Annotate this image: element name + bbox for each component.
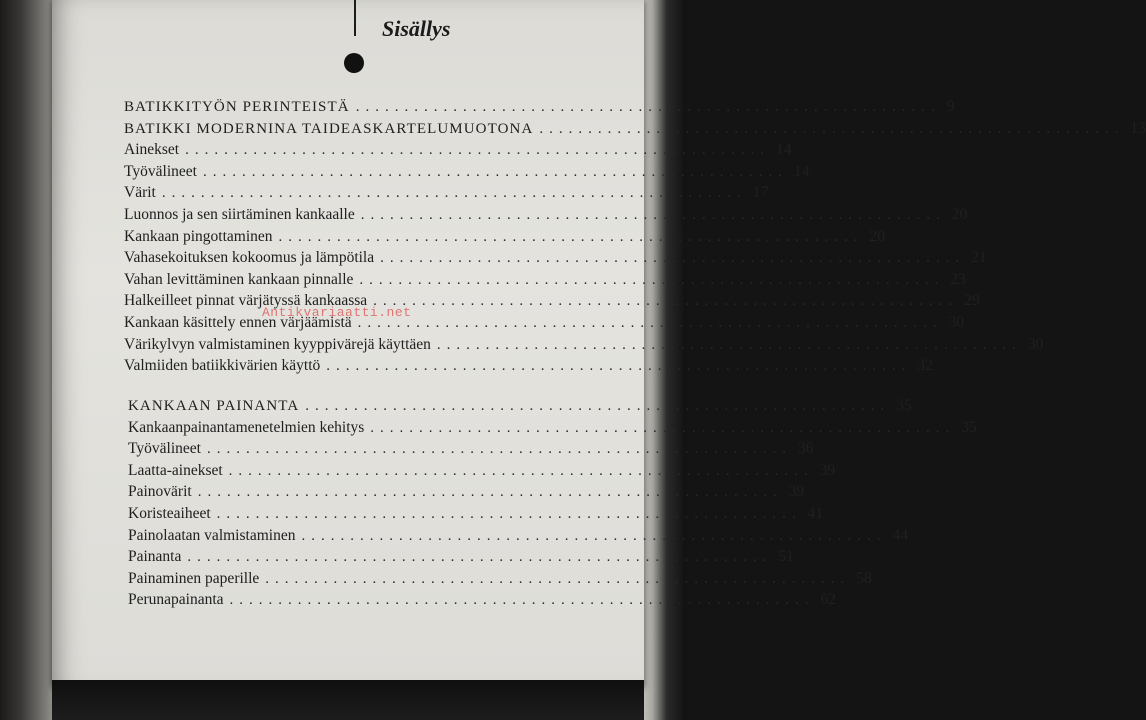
toc-entry-page-number: 32 <box>917 357 933 375</box>
toc-entry <box>128 461 836 484</box>
toc-entry-page-number: 39 <box>788 483 805 501</box>
dot-leader: ............................................................ <box>197 484 783 501</box>
toc-entry-label: Kankaan pingottaminen <box>124 227 273 245</box>
toc-entry-label: Värit <box>124 184 156 202</box>
toc-entry-page-number: 36 <box>797 440 814 458</box>
dot-leader: ............................................................ <box>185 142 771 159</box>
toc-entry-label: KANKAAN PAINANTA <box>128 398 300 414</box>
toc-entry-page-number: 14 <box>776 141 792 159</box>
toc-entry <box>124 119 1146 142</box>
toc-entry-label: Koristeaiheet <box>128 505 211 522</box>
toc-entry-label: Painovärit <box>128 483 192 501</box>
toc-entry-label: Työvälineet <box>128 440 201 458</box>
toc-entry <box>124 335 1044 358</box>
dot-leader: ............................................................ <box>370 419 956 436</box>
dot-leader: ............................................................ <box>202 163 788 180</box>
toc-entry-label: Vahan levittäminen kankaan pinnalle <box>124 270 354 288</box>
toc-entry-page-number: 13 <box>1130 119 1146 137</box>
toc-entry-page-number: 35 <box>961 418 977 436</box>
toc-entry <box>128 397 912 419</box>
bullet-dot <box>344 53 364 73</box>
dot-leader: ............................................................ <box>161 185 747 202</box>
watermark-text: Antikvariaatti.net <box>262 305 412 320</box>
toc-entry <box>124 249 987 271</box>
toc-entry-label: BATIKKITYÖN PERINTEISTÄ <box>124 99 350 115</box>
header-rule <box>354 0 356 36</box>
toc-entry <box>128 483 805 505</box>
toc-entry-page-number: 30 <box>948 314 965 331</box>
dot-leader: ............................................................ <box>216 506 802 522</box>
book-spine-shadow <box>0 0 60 720</box>
toc-entry <box>128 569 872 592</box>
toc-entry-page-number: 41 <box>807 505 824 522</box>
toc-entry-page-number: 14 <box>793 162 810 180</box>
dot-leader: ............................................................ <box>187 549 773 566</box>
page-title: Sisällys <box>382 16 451 41</box>
toc-entry-page-number: 30 <box>1027 335 1044 353</box>
toc-entry <box>124 98 955 120</box>
toc-entry-label: Kankaan käsittely ennen värjäämistä <box>124 314 352 331</box>
dot-leader: ............................................................ <box>301 527 887 544</box>
toc-entry-label: Perunapainanta <box>128 591 224 609</box>
toc-entry-label: BATIKKI MODERNINA TAIDEASKARTELUMUOTONA <box>124 120 534 137</box>
dot-leader: ............................................................ <box>380 250 966 267</box>
toc-entry <box>128 591 837 613</box>
toc-entry <box>124 357 933 379</box>
toc-entry-label: Työvälineet <box>124 162 197 180</box>
dot-leader: ............................................................ <box>265 570 851 587</box>
toc-entry <box>124 162 810 185</box>
dot-leader: ............................................................ <box>357 315 943 331</box>
toc-entry-label: Värikylvyn valmistaminen kyyppivärejä käyttäen <box>124 335 431 353</box>
toc-entry-page-number: 20 <box>951 206 968 223</box>
toc-entry <box>128 505 824 527</box>
toc-entry <box>124 206 968 228</box>
bottom-shadow <box>52 680 644 720</box>
toc-entry <box>128 440 814 462</box>
toc-entry-page-number: 62 <box>820 591 837 609</box>
toc-entry <box>124 227 885 250</box>
toc-entry-label: Halkeilleet pinnat värjätyssä kankaassa <box>124 292 368 310</box>
dot-leader: ............................................................ <box>206 441 792 458</box>
toc-entry-label: Laatta-ainekset <box>128 461 223 479</box>
toc-entry <box>124 270 966 293</box>
toc-entry-label: Valmiiden batiikkivärien käyttö <box>124 357 321 375</box>
dot-leader: ............................................................ <box>355 99 941 115</box>
toc-entry-page-number: 35 <box>896 397 912 414</box>
toc-entry-page-number: 39 <box>819 461 836 479</box>
toc-entry-label: Ainekset <box>124 141 180 159</box>
toc-entry-label: Vahasekoituksen kokoomus ja lämpötila <box>124 249 375 267</box>
toc-entry <box>128 548 794 570</box>
toc-entry-label: Luonnos ja sen siirtäminen kankaalle <box>124 206 355 223</box>
toc-entry-page-number: 58 <box>856 569 872 587</box>
dot-leader: ............................................................ <box>305 398 891 414</box>
dot-leader: ............................................................ <box>360 207 946 223</box>
toc-entry-page-number: 51 <box>778 548 794 566</box>
toc-entry <box>124 141 792 163</box>
toc-entry-page-number: 20 <box>869 227 885 245</box>
toc-entry-page-number: 23 <box>950 270 966 288</box>
toc-entry-page-number: 21 <box>971 249 987 267</box>
dot-leader: ............................................................ <box>359 271 945 288</box>
toc-entry <box>124 184 769 206</box>
toc-entry-page-number: 44 <box>892 526 908 544</box>
toc-entry <box>128 526 908 549</box>
dot-leader: ............................................................ <box>326 358 912 375</box>
toc-entry-label: Kankaanpainantamenetelmien kehitys <box>128 418 365 436</box>
dot-leader: ............................................................ <box>373 293 959 310</box>
toc-entry-label: Painanta <box>128 548 182 566</box>
toc-entry-page-number: 9 <box>946 98 955 115</box>
dot-leader: ............................................................ <box>228 462 814 479</box>
toc-entry-page-number: 29 <box>964 292 980 310</box>
toc-entry-label: Painaminen paperille <box>128 569 260 587</box>
toc-entry-label: Painolaatan valmistaminen <box>128 526 296 544</box>
dot-leader: ............................................................ <box>278 228 864 245</box>
dot-leader: ............................................................ <box>436 336 1022 353</box>
dot-leader: ............................................................ <box>539 120 1125 137</box>
toc-entry-page-number: 17 <box>752 184 769 202</box>
toc-entry <box>128 418 977 441</box>
dot-leader: ............................................................ <box>229 592 815 609</box>
